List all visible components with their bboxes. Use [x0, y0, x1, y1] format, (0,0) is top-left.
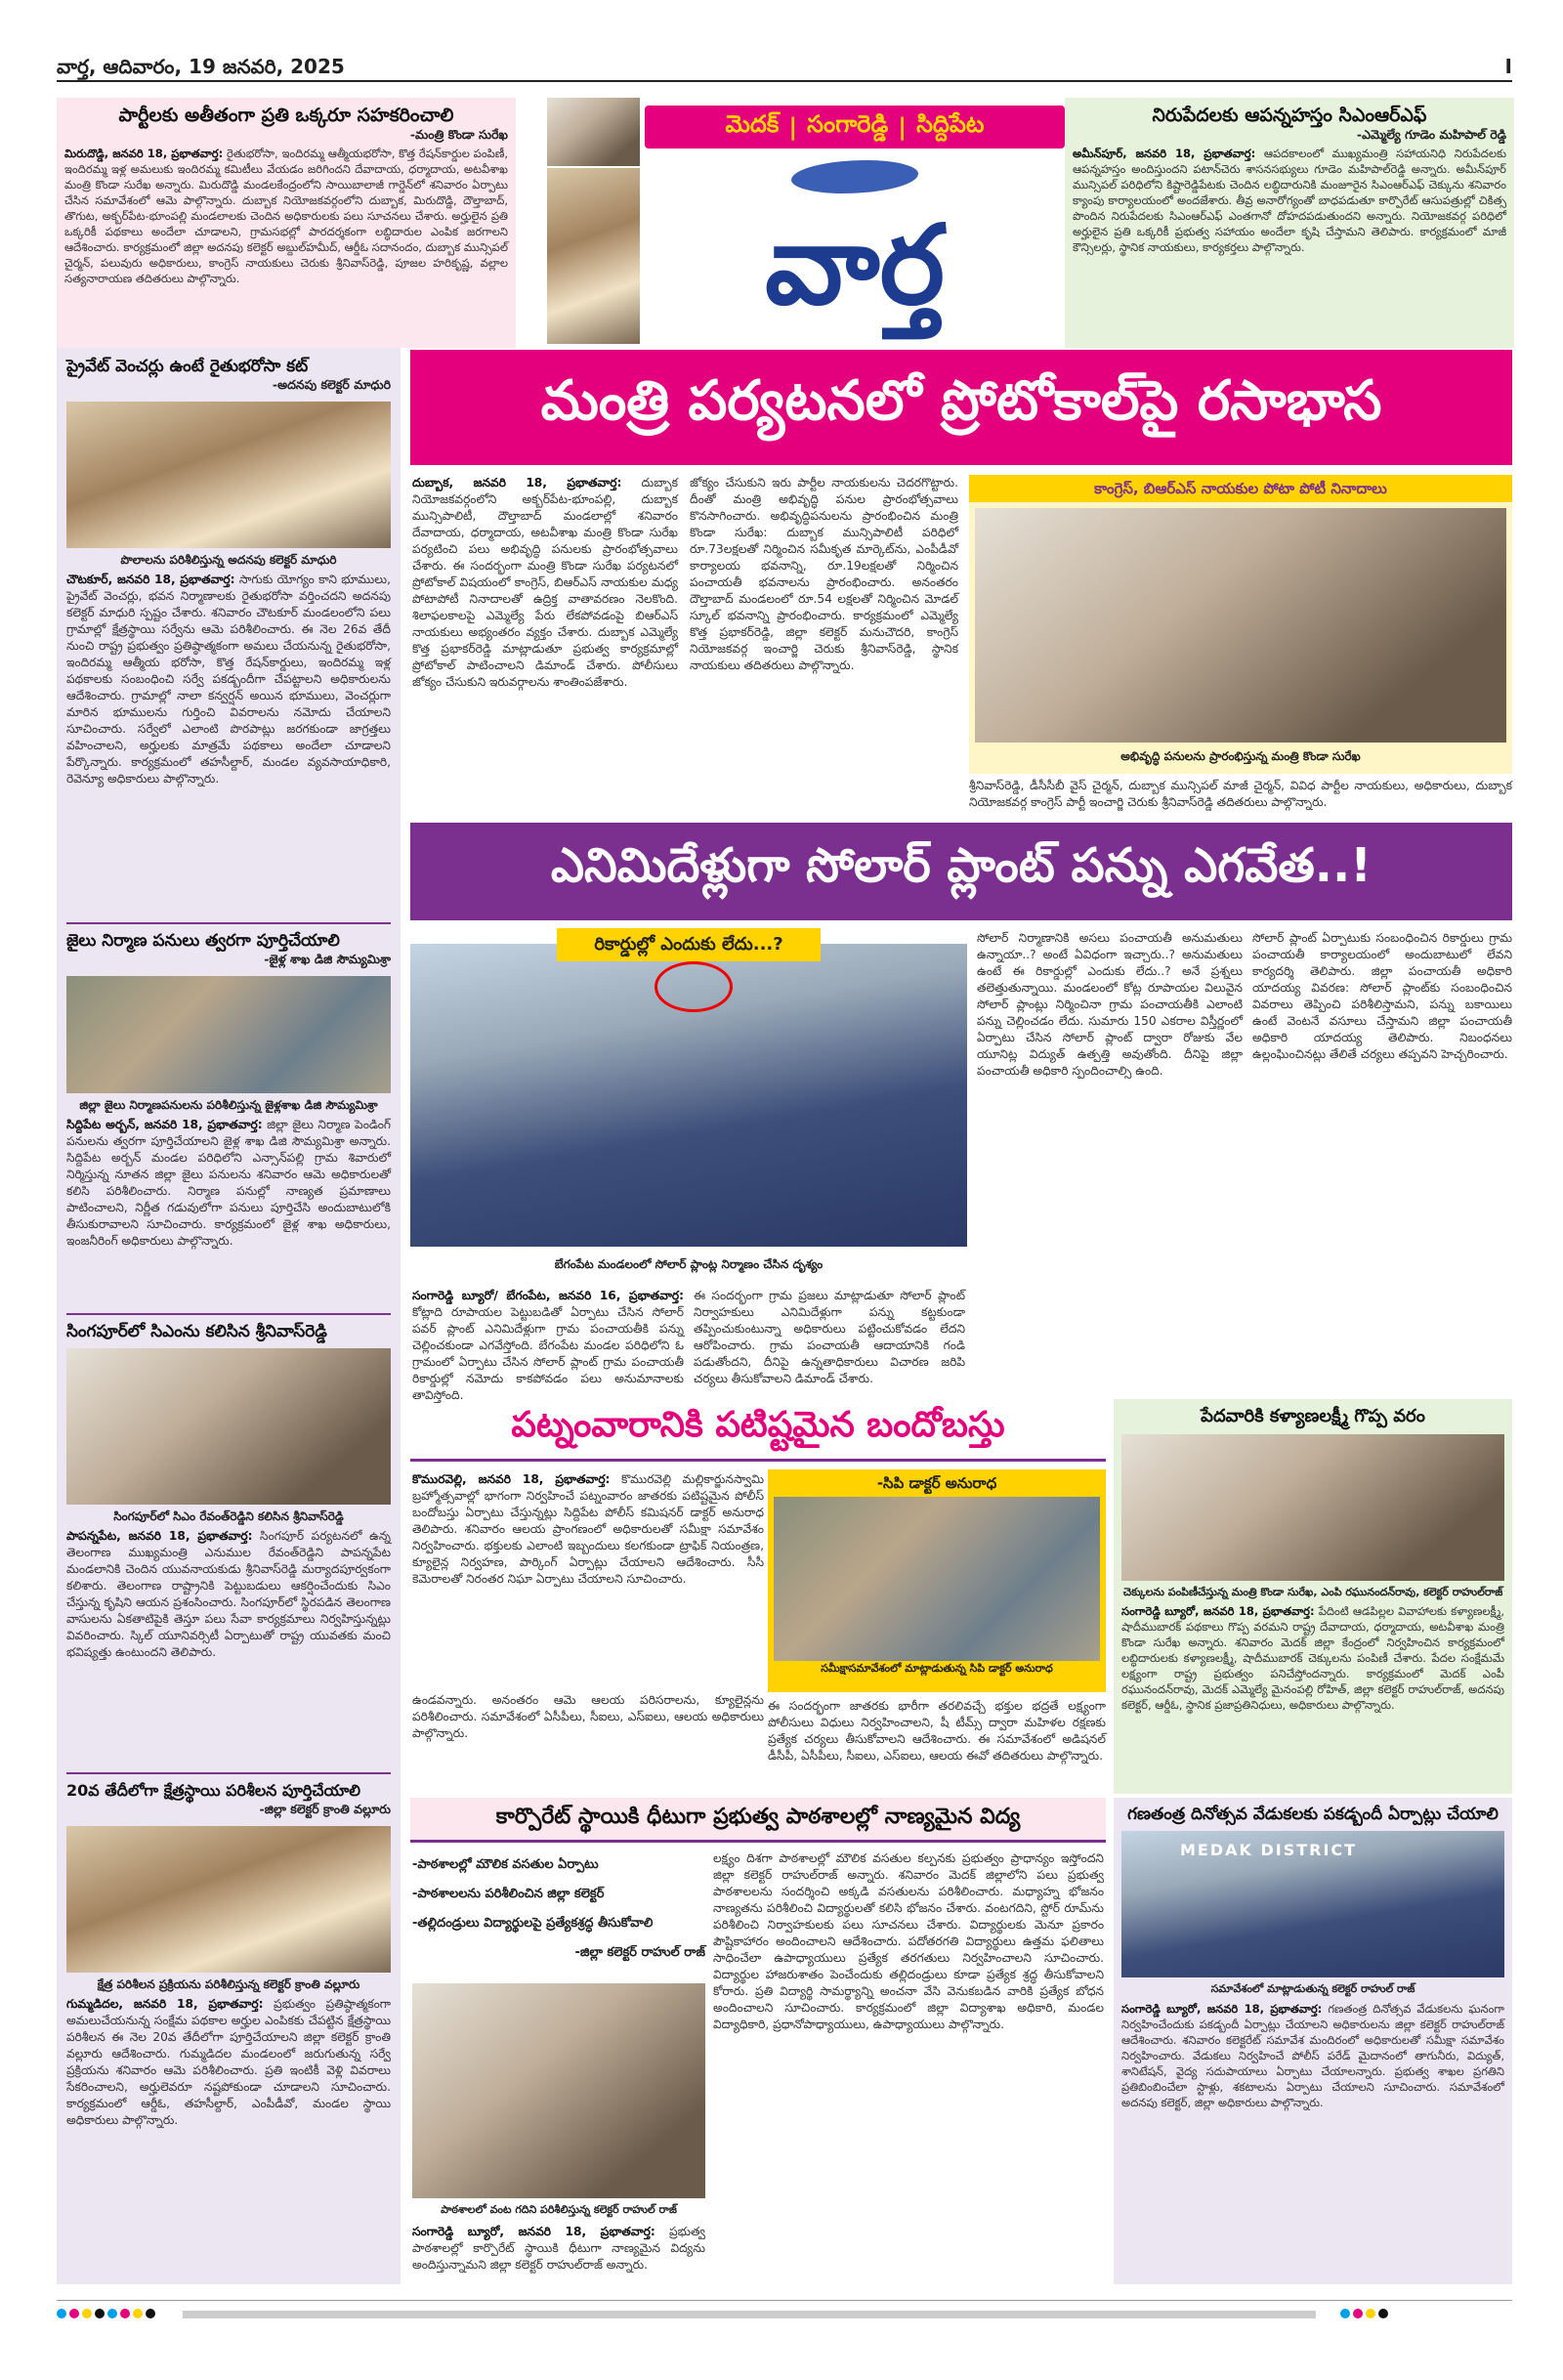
- photo-caption: సింగపూర్‌లో సిఎం రేవంత్‌రెడ్డిని కలిసిన శ్రీనివాస్‌రెడ్డి: [113, 1509, 344, 1523]
- photo-caption: అభివృద్ధి పనులను ప్రారంభిస్తున్న మంత్రి కొండా సురేఖ: [1120, 749, 1361, 763]
- article-title: జైలు నిర్మాణ పనులు త్వరగా పూర్తిచేయాలి: [66, 931, 340, 951]
- article-body: ఈ సందర్భంగా గ్రామ ప్రజలు మాట్లాడుతూ సోలార్ ప్లాంట్ నిర్వాహకులు ఎనిమిదేళ్లుగా పన్ను కట్టకుండా తప్పించుకుంటున్నా అధికారులు పట్టించుకోవడం లేదని ఆరోపించారు. గ్రామ పంచాయతీ ఆదాయానికి గండి పడుతోందని, దీనిపై ఉన్నతాధికారులు విచారణ జరిపి చర్యలు తీసుకోవాలని డిమాండ్ చేశారు.: [694, 1289, 965, 1385]
- masthead-photo-temple: [547, 98, 640, 166]
- left-column: [57, 348, 401, 2284]
- article-republic-day: [1114, 1798, 1512, 2284]
- photo-caption: సమీక్షాసమావేశంలో మాట్లాడుతున్న సిపి డాక్టర్ అనురాధ: [821, 1662, 1053, 1675]
- police-col1: [412, 1471, 764, 1688]
- region-medak: మెదక్: [725, 110, 780, 138]
- masthead: [547, 98, 1065, 348]
- school-col1: [412, 2224, 705, 2282]
- article-title: గణతంత్ర దినోత్సవ వేడుకలకు పకడ్బందీ ఏర్పాట్లు చేయాలి: [1127, 1805, 1499, 1824]
- main-article-col1: [412, 475, 678, 793]
- solar-col3: [977, 930, 1243, 1389]
- article-photo: [1121, 1831, 1504, 1977]
- article-photo: [66, 976, 391, 1093]
- article-field-verification: [66, 1772, 391, 2261]
- header-date: 19 జనవరి, 2025: [189, 55, 345, 78]
- article-body: ప్రభుత్వ పాఠశాలల్లో కార్పొరేట్ స్థాయికి ధీటుగా నాణ్యమైన విద్యను అందిస్తున్నామని జిల్లా కలెక్టర్ రాహుల్‌రాజ్ అన్నారు.: [412, 2225, 705, 2272]
- dateline: సిద్దిపేట అర్బన్, జనవరి 18, ప్రభాతవార్త:: [66, 1118, 263, 1131]
- article-body: కోట్లాది రూపాయల పెట్టుబడితో ఏర్పాటు చేసిన సోలార్ పవర్ ప్లాంట్ ఎనిమిదేళ్లుగా గ్రామ పంచాయతీకి పన్ను చెల్లించకుండా ఎగవేస్తోంది. బేగంపేట మండల పరిధిలోని ఓ గ్రామంలో ఏర్పాటు చేసిన సోలార్ ప్లాంట్ గ్రామ పంచాయతీ రికార్డుల్లో నమోదు కాకపోవడం పలు అనుమానాలకు తావిస్తోంది.: [412, 1305, 684, 1402]
- page-header: వార్త, ఆదివారం, 19 జనవరి, 2025 I: [57, 55, 1512, 82]
- solar-col2: [694, 1288, 965, 1387]
- article-body: జిల్లా జైలు నిర్మాణ పెండింగ్ పనులను త్వరగా పూర్తిచేయాలని జైళ్ల శాఖ డిజి సౌమ్యమిశ్రా అన్నారు. సిద్దిపేట అర్బన్ మండల పరిధిలోని ఎన్సాన్‌పల్లి గ్రామ శివారులో నిర్మిస్తున్న నూతన జిల్లా జైలు పనులను శనివారం ఆమె అధికారులతో కలిసి పరిశీలించారు. నిర్మాణ పనుల్లో నాణ్యత ప్రమాణాలు పాటించాలని, నిర్ణీత గడువులోగా పనులు పూర్తిచేసి అందుబాటులోకి తీసుకురావాలని సూచించారు. కార్యక్రమంలో జైళ్ల శాఖ అధికారులు, ఇంజనీరింగ్ అధికారులు పాల్గొన్నారు.: [66, 1118, 391, 1248]
- article-photo: [66, 402, 391, 548]
- bullet-1: -పాఠశాలల్లో మౌలిక వసతుల ఏర్పాటు: [412, 1857, 599, 1872]
- police-col2: [412, 1692, 764, 1782]
- article-body: రైతుభరోసా, ఇందిరమ్మ ఆత్మీయభరోసా, కొత్త రేషన్‌కార్డుల పంపిణీ, ఇందిరమ్మ ఇళ్ల అమలుకు ఇందిరమ్మ కమిటీలు వేయడం జరిగిందని దేవాదాయ, ధర్మాదాయ, అటవీశాఖ మంత్రి కొండా సురేఖ అన్నారు. మిరుదొడ్డి మండలకేంద్రంలోని సాయిబాలాజీ గార్డెన్‌లో శనివారం ఏర్పాటు చేసిన సమావేశంలో ఆమె పాల్గొన్నారు. దుబ్బాక నియోజకవర్గంలోని దుబ్బాక, మిరుదొడ్డి, దౌల్తాబాద్, తొగుట, అక్బర్‌పేట-భూంపల్లి మండలాలకు చెందిన అధికారులకు పలు సూచనలు చేశారు. అర్హులైన ప్రతి ఒక్కరికీ పథకాలు అందేలా చూడాలని, గ్రామసభల్లో పారదర్శకంగా లబ్ధిదారుల ఎంపిక జరగాలని ఆదేశించారు. కార్యక్రమంలో జిల్లా అదనపు కలెక్టర్ అబ్దుల్‌హమీద్, ఆర్డీఓ సదానందం, దుబ్బాక మున్సిపల్ చైర్మన్, పలువురు అధికారులు, కాంగ్రెస్ నాయకులు చెరుకు శ్రీనివాస్‌రెడ్డి, పూజల హరికృష్ణ, వల్లాల సత్యనారాయణ తదితరులు పాల్గొన్నారు.: [64, 147, 509, 285]
- police-photo: [774, 1497, 1100, 1661]
- article-photo: [1121, 1434, 1504, 1581]
- dateline: సంగారెడ్డి బ్యూరో, జనవరి 18, ప్రభాతవార్త:: [1121, 1604, 1315, 1618]
- school-bullets: [412, 1850, 705, 1974]
- article-body: సాగుకు యోగ్యం కాని భూములు, ప్రైవేట్ వెంచర్లు, భవన నిర్మాణాలకు రైతుభరోసా వర్తించదని అదనపు కలెక్టర్ మాధురి స్పష్టం చేశారు. శనివారం చౌటకూర్ మండలంలోని పలు గ్రామాల్లో క్షేత్రస్థాయి సర్వేను ఆమె పరిశీలించారు. ఈ నెల 26వ తేదీ నుంచి రాష్ట్ర ప్రభుత్వం ప్రతిష్ఠాత్మకంగా అమలు చేయనున్న రైతుభరోసా, ఇందిరమ్మ ఆత్మీయ భరోసా, కొత్త రేషన్‌కార్డులు, ఇందిరమ్మ ఇళ్ల పథకాలకు సంబంధించి సర్వే పకడ్బందీగా చేపట్టాలని అధికారులను ఆదేశించారు. గ్రామాల్లో నాలా కన్వర్షన్ అయిన భూములు, వెంచర్లుగా మారిన భూములను గుర్తించి వివరాలను నమోదు చేయాలని సూచించారు. సర్వేలో ఎలాంటి పొరపాట్లు జరగకుండా జాగ్రత్తలు వహించాలని, అర్హులకు మాత్రమే పథకాలు అందేలా చూడాలని పేర్కొన్నారు. కార్యక్రమంలో తహసీల్దార్, మండల వ్యవసాయాధికారి, రెవెన్యూ అధికారులు పాల్గొన్నారు.: [66, 573, 392, 786]
- article-singapore: [66, 1313, 391, 1772]
- article-subtitle: -జైళ్ల శాఖ డిజి సౌమ్యమిశ్రా: [264, 952, 391, 966]
- print-color-bar: [57, 2300, 1512, 2316]
- photo-caption: క్షేత్ర పరిశీలన ప్రక్రియను పరిశీలిస్తున్న కలెక్టర్ క్రాంతి వల్లూరు: [97, 1977, 360, 1991]
- article-body: సింగపూర్ పర్యటనలో ఉన్న తెలంగాణ ముఖ్యమంత్రి ఎనుముల రేవంత్‌రెడ్డిని పాపన్నపేట మండలానికి చెందిన యువనాయకుడు శ్రీనివాస్‌రెడ్డి మర్యాదపూర్వకంగా కలిశారు. తెలంగాణ రాష్ట్రానికి పెట్టుబడులు ఆకర్షించేందుకు సిఎం చేస్తున్న కృషిని ఆయన ప్రశంసించారు. సింగపూర్‌లో స్థిరపడిన తెలంగాణ వాసులను ఏకతాటిపైకి తెస్తూ పలు సేవా కార్యక్రమాలు నిర్వహిస్తున్నట్లు వివరించారు. స్కిల్ యూనివర్సిటీ ఏర్పాటుతో రాష్ట్ర యువతకు మంచి భవిష్యత్తు ఉంటుందని తెలిపారు.: [66, 1529, 392, 1659]
- bullet-4: -జిల్లా కలెక్టర్ రాహుల్ రాజ్: [574, 1945, 705, 1960]
- article-title: నిరుపేదలకు ఆపన్నహస్తం సిఎంఆర్ఎఫ్: [1152, 105, 1427, 126]
- solar-headline: ఎనిమిదేళ్లుగా సోలార్ ప్లాంట్ పన్ను ఎగవేత..!: [410, 823, 1512, 920]
- article-body: జోక్యం చేసుకుని ఇరు పార్టీల నాయకులను చెదరగొట్టారు. దీంతో మంత్రి అభివృద్ధి పనుల ప్రారంభోత్సవాలు కొనసాగించారు. అభివృద్ధిపనులను ప్రారంభించిన మంత్రి కొండా సురేఖ: దుబ్బాక మున్సిపాలిటీ పరిధిలో రూ.73లక్షలతో నిర్మించిన సమీకృత మార్కెట్‌ను, ఎంపీడీవో కార్యాలయ భవనాన్ని, రూ.19లక్షలతో నిర్మించిన పంచాయతీ భవనాలను ప్రారంభించారు. అనంతరం దౌల్తాబాద్ మండలంలో రూ.54 లక్షలతో నిర్మించిన మోడల్ స్కూల్ భవనాన్ని ప్రారంభించారు. కార్యక్రమంలో ఎమ్మెల్యే కొత్త ప్రభాకర్‌రెడ్డి, జిల్లా కలెక్టర్ మనుచౌదరి, కాంగ్రెస్ నియోజకవర్గ ఇంచార్జి చెరుకు శ్రీనివాస్‌రెడ్డి, స్థానిక నాయకులు తదితరులు పాల్గొన్నారు.: [690, 476, 958, 672]
- main-photo-block: [969, 475, 1512, 774]
- article-subtitle: -ఎమ్మెల్యే గూడెం మహిపాల్ రెడ్డి: [1356, 127, 1506, 142]
- article-title: సింగపూర్‌లో సిఎంను కలిసిన శ్రీనివాస్‌రెడ్డి: [66, 1322, 327, 1341]
- article-title: పేదవారికి కళ్యాణలక్ష్మీ గొప్ప వరం: [1201, 1406, 1425, 1426]
- solar-photo-block: [410, 928, 967, 1282]
- article-subtitle: -జిల్లా కలెక్టర్ క్రాంతి వల్లూరు: [259, 1802, 391, 1816]
- bullet-3: -తల్లిదండ్రులు విద్యార్థులపై ప్రత్యేకశ్రద్ధ తీసుకోవాలి: [412, 1916, 654, 1931]
- article-subtitle: -అదనపు కలెక్టర్ మాధురి: [272, 377, 391, 392]
- article-photo: [66, 1826, 391, 1973]
- article-rythu-bharosa: [66, 356, 391, 922]
- main-photo: [975, 508, 1506, 743]
- school-col2: [713, 1850, 1104, 2282]
- article-body: సోలార్ నిర్మాణానికి అసలు పంచాయతీ అనుమతులు ఉన్నాయా..? అంటే ఏవిధంగా ఇచ్చారు..? అనుమతులు ఉంటే ఈ రికార్డుల్లో ఎందుకు లేదు..? అనే ప్రశ్నలు తలెత్తుతున్నాయి. మండలంలో కోట్ల రూపాయల విలువైన సోలార్ ప్లాంట్లు నిర్మించినా గ్రామ పంచాయతీకి ఎలాంటి పన్ను చెల్లించడం లేదు. సుమారు 150 ఎకరాల విస్తీర్ణంలో ఏర్పాటు చేసిన సోలార్ ప్లాంట్ ద్వారా రోజుకు వేల యూనిట్ల విద్యుత్ ఉత్పత్తి అవుతోంది. దీనిపై జిల్లా పంచాయతీ అధికారి స్పందించాల్సి ఉంది.: [977, 931, 1243, 1078]
- school-photo: [412, 1983, 705, 2198]
- photo-caption: సమావేశంలో మాట్లాడుతున్న కలెక్టర్ రాహుల్ రాజ్: [1210, 1982, 1415, 1995]
- school-headline: కార్పొరేట్ స్థాయికి ధీటుగా ప్రభుత్వ పాఠశాలల్లో నాణ్యమైన విద్య: [410, 1798, 1106, 1843]
- dateline: అమీన్‌పూర్, జనవరి 18, ప్రభాతవార్త:: [1073, 147, 1256, 160]
- article-body: ఆపదకాలంలో ముఖ్యమంత్రి సహాయనిధి నిరుపేదలకు ఆపన్నహస్తం అందిస్తుందని పటాన్‌చెరు శాసనసభ్యులు గూడెం మహిపాల్‌రెడ్డి అన్నారు. అమీన్‌పూర్ మున్సిపల్ పరిధిలోని కిష్టారెడ్డిపేటకు చెందిన లబ్ధిదారునికి మంజూరైన సిఎంఆర్ఎఫ్ చెక్కును శనివారం క్యాంపు కార్యాలయంలో అందజేశారు. తీవ్ర అనారోగ్యంతో బాధపడుతూ కార్పొరేట్ ఆసుపత్రుల్లో చికిత్స పొందిన నిరుపేదలకు సిఎంఆర్ఎఫ్ ఎంతగానో దోహదపడుతుందని అన్నారు. నియోజకవర్గ పరిధిలో అర్హులైన ప్రతి ఒక్కరికీ ప్రభుత్వ సహాయం అందేలా కృషి చేస్తామని తెలిపారు. కార్యక్రమంలో మాజీ కౌన్సిలర్లు, స్థానిక నాయకులు, కార్యకర్తలు పాల్గొన్నారు.: [1073, 147, 1506, 254]
- article-body: ఈ సందర్భంగా జాతరకు భారీగా తరలివచ్చే భక్తుల భద్రతే లక్ష్యంగా పోలీసులు విధులు నిర్వహించాలని, షీ టీమ్స్ ద్వారా మహిళల రక్షణకు ప్రత్యేక చర్యలు తీసుకోవాలని ఆదేశించారు. ఈ సమావేశంలో అడిషనల్ డీసీపీ, ఏసీపీలు, సీఐలు, ఎస్ఐలు, ఆలయ ఈవో తదితరులు పాల్గొన్నారు.: [768, 1699, 1106, 1763]
- solar-col4: [1252, 930, 1512, 1389]
- dateline: సంగారెడ్డి బ్యూరో/ బేగంపేట, జనవరి 16, ప్రభాతవార్త:: [412, 1289, 684, 1302]
- dateline: సంగారెడ్డి బ్యూరో, జనవరి 18, ప్రభాతవార్త:: [412, 2225, 655, 2238]
- highlight-circle: [655, 961, 733, 1012]
- masthead-regions: మెదక్ | సంగారెడ్డి | సిద్దిపేట: [645, 106, 1065, 149]
- dateline: చౌటకూర్, జనవరి 18, ప్రభాతవార్త:: [66, 573, 235, 586]
- article-body: ఉండవన్నారు. అనంతరం ఆమె ఆలయ పరిసరాలను, క్యూలైన్లను పరిశీలించారు. సమావేశంలో ఏసీపీలు, సీఐలు, ఎస్ఐలు, ఆలయ అధికారులు పాల్గొన్నారు.: [412, 1693, 764, 1740]
- police-headline: పట్నంవారానికి పటిష్టమైన బందోబస్తు: [410, 1399, 1106, 1462]
- police-col3: [768, 1698, 1106, 1782]
- photo-caption: పొలాలను పరిశీలిస్తున్న అదనపు కలెక్టర్ మాధురి: [120, 553, 337, 567]
- region-sangareddy: సంగారెడ్డి: [807, 110, 889, 138]
- photo-title: కాంగ్రెస్, బిఆర్ఎస్ నాయకుల పోటా పోటీ నినాదాలు: [969, 475, 1512, 502]
- main-article-col2: [690, 475, 958, 793]
- dateline: గుమ్మడిదల, జనవరి 18, ప్రభాతవార్త:: [66, 1997, 264, 2011]
- main-headline: మంత్రి పర్యటనలో ప్రోటోకాల్‌పై రసాభాస: [410, 350, 1512, 465]
- article-title: 20వ తేదీలోగా క్షేత్రస్థాయి పరిశీలన పూర్తిచేయాలి: [66, 1781, 361, 1800]
- article-title: ప్రైవేట్ వెంచర్లు ఉంటే రైతుభరోసా కట్: [66, 357, 309, 376]
- header-day: ఆదివారం: [103, 55, 175, 78]
- police-photo-block: [768, 1469, 1106, 1692]
- dateline: పాపన్నపేట, జనవరి 18, ప్రభాతవార్త:: [66, 1529, 253, 1543]
- dateline: మిరుదొడ్డి, జనవరి 18, ప్రభాతవార్త:: [64, 147, 224, 160]
- bullet-2: -పాఠశాలలను పరిశీలించిన జిల్లా కలెక్టర్: [412, 1887, 605, 1901]
- dateline: దుబ్బాక, జనవరి 18, ప్రభాతవార్త:: [412, 476, 622, 489]
- photo-caption: చెక్కులను పంపిణీచేస్తున్న మంత్రి కొండా సురేఖ, ఎంపి రఘునందన్‌రావు, కలెక్టర్ రాహుల్‌రాజ్: [1122, 1586, 1503, 1598]
- solar-col1: [412, 1288, 684, 1402]
- page-number: I: [1504, 55, 1512, 78]
- article-body: లక్ష్యం దిశగా పాఠశాలల్లో మౌలిక వసతుల కల్పనకు ప్రభుత్వం ప్రాధాన్యం ఇస్తోందని జిల్లా కలెక్టర్ రాహుల్‌రాజ్ అన్నారు. శనివారం మెదక్ జిల్లాలోని పలు ప్రభుత్వ పాఠశాలలను సందర్శించి అక్కడి వసతులను పరిశీలించారు. మధ్యాహ్న భోజనం నాణ్యతను పరిశీలించి విద్యార్థులతో కలిసి భోజనం చేశారు. వంటగదిని, స్టోర్ రూమ్‌ను పరిశీలించి నిర్వాహకులకు పలు సూచనలు చేశారు. విద్యార్థులకు మెనూ ప్రకారం పౌష్టికాహారం అందించాలని ఆదేశించారు. పదోతరగతి విద్యార్థులు ఉత్తమ ఫలితాలు సాధించేలా ఉపాధ్యాయులు ప్రత్యేక తరగతులు నిర్వహించాలని సూచించారు. విద్యార్థుల హాజరుశాతం పెంచేందుకు తల్లిదండ్రులు కూడా ప్రత్యేక శ్రద్ధ తీసుకోవాలని కోరారు. ప్రతి విద్యార్థి సామర్థ్యాన్ని అంచనా వేసి వెనుకబడిన వారికి ప్రత్యేక బోధన అందించాలని సూచించారు. కార్యక్రమంలో జిల్లా విద్యాశాఖ అధికారి, మండల విద్యాధికారి, ప్రధానోపాధ్యాయులు, ఉపాధ్యాయులు పాల్గొన్నారు.: [713, 1851, 1104, 2031]
- article-jail-construction: [66, 922, 391, 1313]
- article-title: పార్టీలకు అతీతంగా ప్రతి ఒక్కరూ సహకరించాలి: [118, 105, 454, 126]
- article-body: ప్రభుత్వం ప్రతిష్ఠాత్మకంగా అమలుచేయనున్న సంక్షేమ పథకాల అర్హుల ఎంపికకు చేపట్టిన క్షేత్రస్థాయి పరిశీలన ఈ నెల 20వ తేదీలోగా పూర్తిచేయాలని జిల్లా కలెక్టర్ క్రాంతి వల్లూరు ఆదేశించారు. గుమ్మడిదల మండలంలో జరుగుతున్న సర్వే ప్రక్రియను శనివారం ఆమె పరిశీలించారు. ప్రతి ఇంటికీ వెళ్లి వివరాలు సేకరించాలని, అర్హులెవరూ నష్టపోకుండా చూడాలని సూచించారు. కార్యక్రమంలో ఆర్డీఓ, తహసీల్దార్, ఎంపీడీవో, మండల స్థాయి అధికారులు పాల్గొన్నారు.: [66, 1997, 392, 2127]
- masthead-logo: వార్త: [765, 202, 945, 329]
- article-subtitle: -మంత్రి కొండా సురేఖ: [409, 127, 508, 142]
- article-body: గణతంత్ర దినోత్సవ వేడుకలను ఘనంగా నిర్వహించేందుకు పకడ్బందీ ఏర్పాట్లు చేయాలని అధికారులను జిల్లా కలెక్టర్ రాహుల్‌రాజ్ ఆదేశించారు. శనివారం కలెక్టరేట్ సమావేశ మందిరంలో అధికారులతో సమీక్షా సమావేశం నిర్వహించారు. వేడుకలు నిర్వహించే పోలీస్ పరేడ్ మైదానంలో తాగునీరు, విద్యుత్, శానిటేషన్, వైద్య సదుపాయాలు ఏర్పాటు చేయాలన్నారు. ప్రభుత్వ శాఖల ప్రగతిని ప్రతిబింబించేలా స్టాళ్లు, శకటాలను ఏర్పాటు చేయాలని సూచించారు. సమావేశంలో అదనపు కలెక్టర్, జిల్లా అధికారులు పాల్గొన్నారు.: [1121, 2002, 1504, 2109]
- photo-caption: బేగంపేట మండలంలో సోలార్ ప్లాంట్ల నిర్మాణం చేసిన దృశ్యం: [554, 1257, 824, 1271]
- article-body: సోలార్ ప్లాంట్ ఏర్పాటుకు సంబంధించిన రికార్డులు గ్రామ పంచాయతీ కార్యాలయంలో అందుబాటులో లేవని కార్యదర్శి తెలిపారు. జిల్లా పంచాయతీ అధికారి యాదయ్య వివరణ: సోలార్ ప్లాంట్‌కు సంబంధించిన వివరాలు తెప్పించి పరిశీలిస్తామని, పన్ను బకాయిలు ఉంటే వెంటనే వసూలు చేస్తామని జిల్లా పంచాయతీ అధికారి యాదయ్య తెలిపారు. నిబంధనలు ఉల్లంఘించినట్లు తేలితే చర్యలు తప్పవని హెచ్చరించారు.: [1252, 931, 1512, 1061]
- article-cmrf: [1065, 98, 1514, 348]
- article-party-cooperation: [57, 98, 516, 348]
- school-photo-caption: పాఠశాలలో వంట గదిని పరిశీలిస్తున్న కలెక్టర్ రాహుల్ రాజ్: [441, 2203, 677, 2216]
- photo-title: రికార్డుల్లో ఎందుకు లేదు...?: [557, 928, 821, 961]
- article-body: కొమురవెల్లి మల్లికార్జునస్వామి బ్రహ్మోత్సవాల్లో భాగంగా నిర్వహించే పట్నంవారం జాతరకు పటిష్టమైన పోలీస్ బందోబస్తు ఏర్పాటు చేస్తున్నట్లు సిద్దిపేట పోలీస్ కమిషనర్ డాక్టర్ అనురాధ తెలిపారు. శనివారం ఆలయ ప్రాంగణంలో అధికారులతో సమీక్షా సమావేశం నిర్వహించారు. భక్తులకు ఎలాంటి ఇబ్బందులు కలగకుండా ట్రాఫిక్ నియంత్రణ, క్యూలైన్ల నిర్వహణ, పార్కింగ్ ఏర్పాట్లు చేయాలని ఆదేశించారు. సీసీ కెమెరాలతో నిరంతర నిఘా ఏర్పాటు చేయాలని సూచించారు.: [412, 1472, 765, 1586]
- masthead-photo-church: [547, 168, 640, 344]
- dateline: కొమురవెల్లి, జనవరి 18, ప్రభాతవార్త:: [412, 1472, 611, 1486]
- article-body: శ్రీనివాస్‌రెడ్డి, డీసీసీబీ వైస్ చైర్మన్, దుబ్బాక మున్సిపల్ మాజీ చైర్మన్, వివిధ పార్టీల నాయకులు, అధికారులు, దుబ్బాక నియోజకవర్గ కాంగ్రెస్ పార్టీ ఇంచార్జి చెరుకు శ్రీనివాస్‌రెడ్డి తదితరులు పాల్గొన్నారు.: [969, 779, 1512, 809]
- paper-name: వార్త: [57, 55, 89, 78]
- photo-caption: జిల్లా జైలు నిర్మాణపనులను పరిశీలిస్తున్న జైళ్లశాఖ డిజి సౌమ్యమిశ్రా: [79, 1098, 378, 1112]
- photo-sign: MEDAK DISTRICT: [1180, 1841, 1358, 1859]
- article-body: దుబ్బాక నియోజకవర్గంలోని అక్బర్‌పేట-భూంపల్లి, దుబ్బాక మున్సిపాలిటీ, దౌల్తాబాద్ మండలాల్లో శనివారం దేవాదాయ, ధర్మాదాయ, అటవీశాఖ మంత్రి కొండా సురేఖ పర్యటించి పలు అభివృద్ధి పనులకు ప్రారంభోత్సవాలు చేశారు. ఈ సందర్భంగా మంత్రి కొండా సురేఖ పర్యటనలో ప్రోటోకాల్ విషయంలో కాంగ్రెస్, బిఆర్ఎస్ నాయకుల మధ్య పోటాపోటీ నినాదాలతో ఉద్రిక్త వాతావరణం నెలకొంది. శిలాఫలకాలపై ఎమ్మెల్యే పేరు లేకపోవడంపై బిఆర్ఎస్ నాయకులు అభ్యంతరం వ్యక్తం చేశారు. దుబ్బాక ఎమ్మెల్యే కొత్త ప్రభాకర్‌రెడ్డి మాట్లాడుతూ ప్రభుత్వ కార్యక్రమాల్లో ప్రోటోకాల్ పాటించాలని డిమాండ్ చేశారు. పోలీసులు జోక్యం చేసుకుని ఇరువర్గాలను శాంతింపజేశారు.: [412, 476, 678, 689]
- article-subtitle: -సిపి డాక్టర్ అనురాధ: [876, 1474, 997, 1492]
- region-siddipet: సిద్దిపేట: [916, 110, 985, 138]
- article-kalyan-lakshmi: [1114, 1399, 1512, 1794]
- article-body: పేదింటి ఆడపిల్లల వివాహాలకు కళ్యాణలక్ష్మీ, షాదీముబారక్ పథకాలు గొప్ప వరమని రాష్ట్ర దేవాదాయ, ధర్మాదాయ, అటవీశాఖ మంత్రి కొండా సురేఖ అన్నారు. శనివారం మెదక్ జిల్లా కేంద్రంలో నిర్వహించిన కార్యక్రమంలో లబ్ధిదారులకు కళ్యాణలక్ష్మీ, షాదీముబారక్ చెక్కులను పంపిణీ చేశారు. పేదల సంక్షేమమే లక్ష్యంగా రాష్ట్ర ప్రభుత్వం పనిచేస్తోందన్నారు. కార్యక్రమంలో మెదక్ ఎంపీ రఘునందన్‌రావు, మెదక్ ఎమ్మెల్యే మైనంపల్లి రోహిత్, జిల్లా కలెక్టర్ రాహుల్‌రాజ్, అదనపు కలెక్టర్, ఆర్డీఓ, స్థానిక ప్రజాప్రతినిధులు, అధికారులు పాల్గొన్నారు.: [1121, 1604, 1504, 1712]
- dateline: సంగారెడ్డి బ్యూరో, జనవరి 18, ప్రభాతవార్త:: [1121, 2002, 1323, 2016]
- main-article-tail: [969, 778, 1512, 817]
- article-photo: [66, 1348, 391, 1505]
